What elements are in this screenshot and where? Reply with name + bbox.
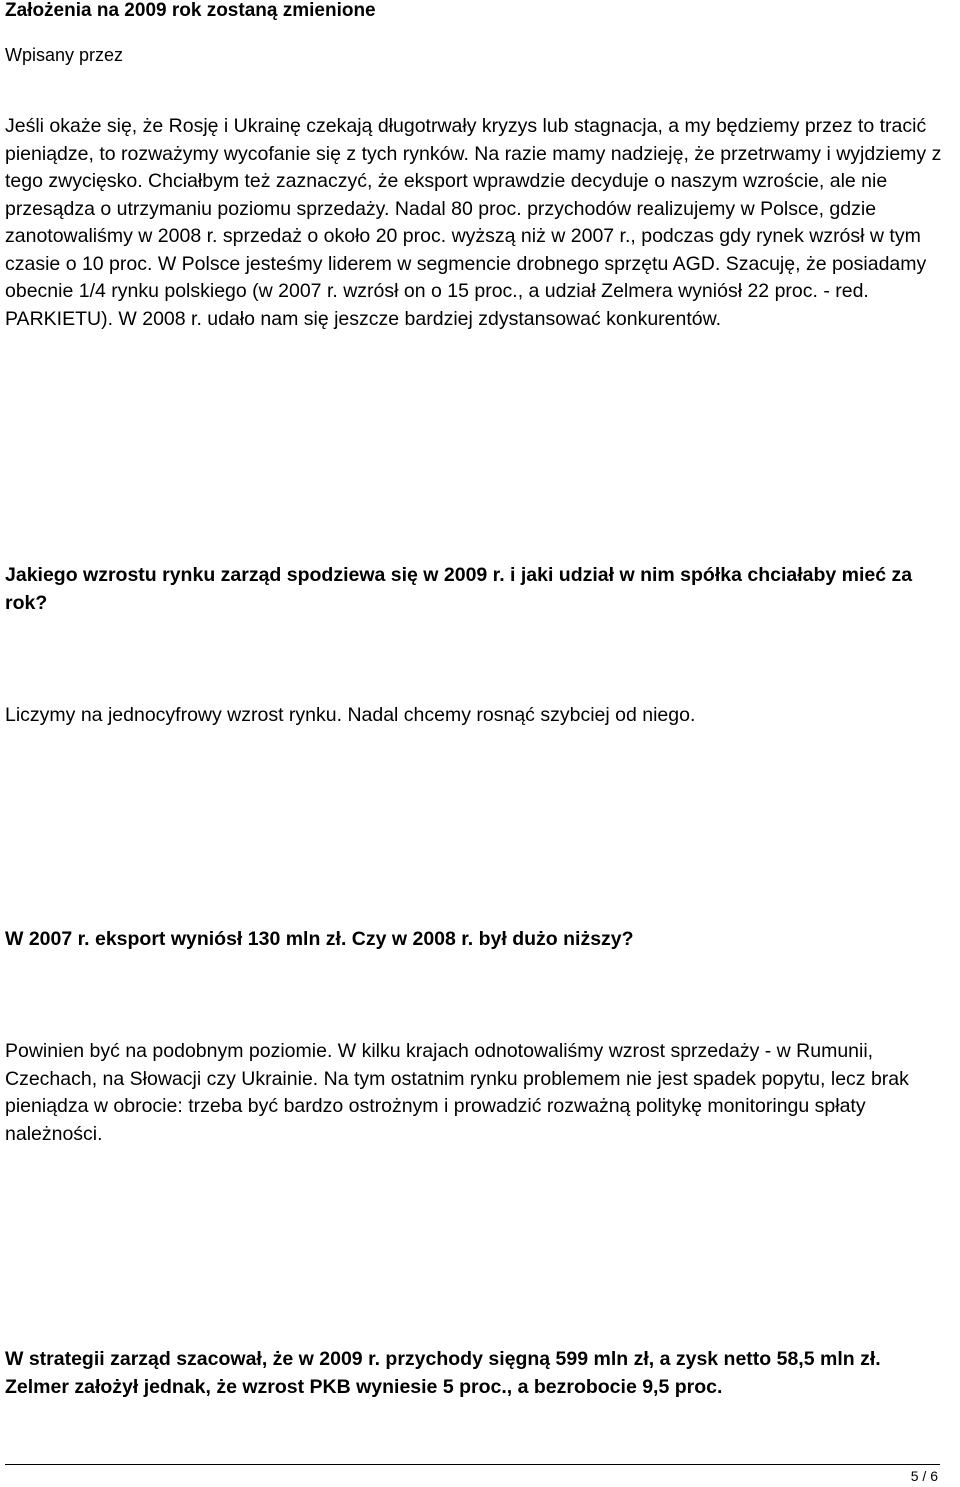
answer-export-2008: Powinien być na podobnym poziomie. W kilku krajach odnotowaliśmy wzrost sprzedaży - w Rumunii, Czechach, na Słowacji czy Ukrainie. Na tym ostatnim rynku problemem nie jest spadek popytu, lecz brak pieniądza w obrocie: trzeba być bardzo ostrożnym i prowadzić rozważną politykę monitoringu spłaty należności. xyxy=(5,1040,909,1145)
byline: Wpisany przez xyxy=(5,45,124,65)
footer-divider xyxy=(5,1464,940,1465)
page-title: Założenia na 2009 rok zostaną zmienione xyxy=(5,0,376,21)
paragraph-export-strategy: Jeśli okaże się, że Rosję i Ukrainę czekają długotrwały kryzys lub stagnacja, a my będziemy przez to tracić pieniądze, to rozważymy wycofanie się z tych rynków. Na razie mamy nadzieję, że przetrwamy i wyjdziemy z tego zwycięsko. Chciałbym też zaznaczyć, że eksport wprawdzie decyduje o naszym wzroście, ale nie przesądza o utrzymaniu poziomu sprzedaży. Nadal 80 proc. przychodów realizujemy w Polsce, gdzie zanotowaliśmy w 2008 r. sprzedaż o około 20 proc. wyższą niż w 2007 r., podczas gdy rynek wzrósł w tym czasie o 10 proc. W Polsce jesteśmy liderem w segmencie drobnego sprzętu AGD. Szacuję, że posiadamy obecnie 1/4 rynku polskiego (w 2007 r. wzrósł on o 15 proc., a udział Zelmera wyniósł 22 proc. - red. PARKIETU). W 2008 r. udało nam się jeszcze bardziej zdystansować konkurentów. xyxy=(5,115,942,330)
question-market-growth: Jakiego wzrostu rynku zarząd spodziewa się w 2009 r. i jaki udział w nim spółka chciałaby mieć za rok? xyxy=(5,564,913,614)
answer-market-growth: Liczymy na jednocyfrowy wzrost rynku. Nadal chcemy rosnąć szybciej od niego. xyxy=(5,704,696,726)
page-number: 5 / 6 xyxy=(910,1468,938,1484)
question-export-2008: W 2007 r. eksport wyniósł 130 mln zł. Czy w 2008 r. był dużo niższy? xyxy=(5,928,634,950)
question-strategy-assumptions: W strategii zarząd szacował, że w 2009 r. przychody sięgną 599 mln zł, a zysk netto 58,5 mln zł. Zelmer założył jednak, że wzrost PKB wyniesie 5 proc., a bezrobocie 9,5 proc. xyxy=(5,1348,881,1398)
